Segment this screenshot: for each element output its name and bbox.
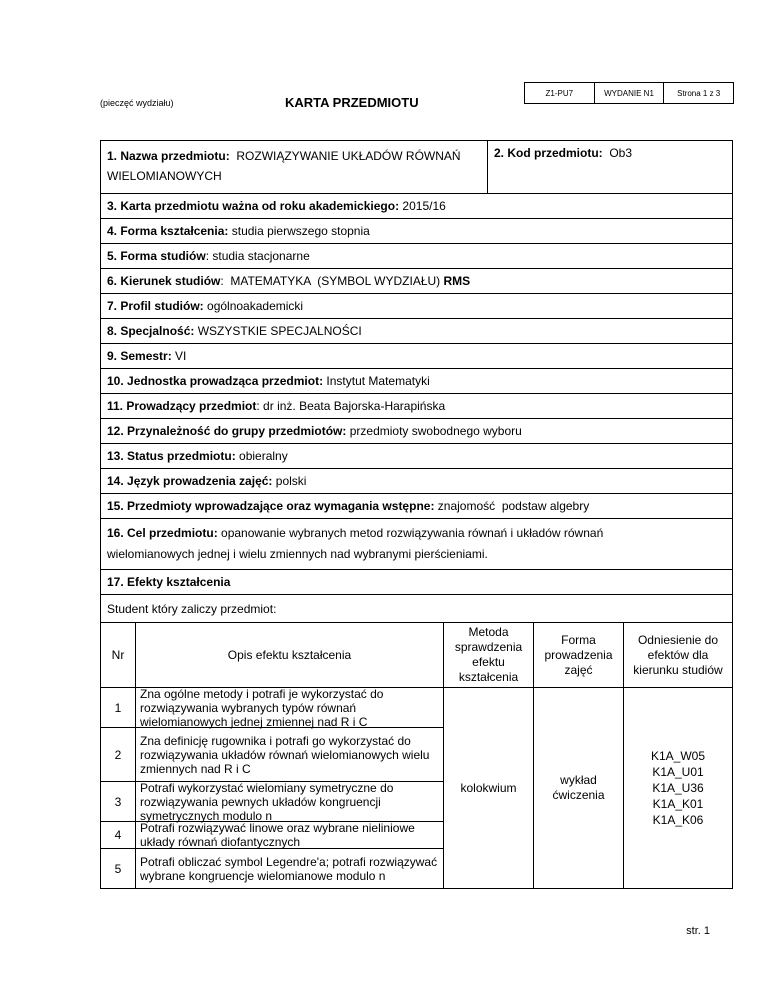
effect-nr: 2 (101, 728, 136, 782)
study-form-label: 5. Forma studiów (107, 249, 206, 263)
row-unit (101, 369, 733, 394)
faculty-stamp-label: (pieczęć wydziału) (100, 98, 174, 108)
outcome-ref: K1A_U36 (652, 781, 704, 795)
prerequisites-value: znajomość podstaw algebry (437, 499, 590, 513)
course-name-label: 1. Nazwa przedmiotu: (107, 149, 230, 163)
outcome-ref: K1A_U01 (652, 765, 704, 779)
col-header-reference: Odniesienie do efektów dla kierunku studiów (624, 623, 733, 688)
effect-nr: 5 (101, 849, 136, 889)
row-valid-year (101, 194, 733, 219)
course-code-cell (488, 141, 732, 193)
outcomes-intro: Student który zaliczy przedmiot: (107, 601, 277, 616)
row-specialty (101, 319, 733, 344)
status-label: 13. Status przedmiotu: (107, 449, 236, 463)
course-goal-line-1 (107, 523, 603, 544)
page-title: KARTA PRZEDMIOTU (285, 95, 419, 110)
outcome-ref: K1A_K06 (652, 813, 704, 827)
outcome-ref: K1A_K01 (652, 797, 704, 811)
row-language (101, 469, 733, 494)
prerequisites-label: 15. Przedmioty wprowadzające oraz wymagania wstępne: (107, 499, 435, 513)
language-value: polski (275, 474, 307, 488)
effect-nr: 4 (101, 822, 136, 849)
row-profile (101, 294, 733, 319)
effect-description: Zna ogólne metody i potrafi je wykorzystać do rozwiązywania wybranych typów równań wielomianowych jednej zmiennej nad R i C (136, 688, 444, 728)
row-study-form (101, 244, 733, 269)
document-control-box (524, 82, 734, 104)
page-number: str. 1 (686, 925, 710, 937)
col-header-method: Metoda sprawdzenia efektu kształcenia (444, 623, 534, 688)
row-education-form (101, 219, 733, 244)
education-form-value: studia pierwszego stopnia (231, 224, 370, 238)
course-goal-value-1: opanowanie wybranych metod rozwiązywania równań i układów równań (221, 526, 604, 540)
col-header-nr: Nr (101, 623, 136, 688)
field-of-study-label: 6. Kierunek studiów (107, 274, 221, 288)
program-outcome-refs (624, 688, 733, 889)
effect-nr: 3 (101, 782, 136, 822)
row-semester (101, 344, 733, 369)
effects-table (101, 623, 733, 889)
row-field-of-study (101, 269, 733, 294)
doc-edition: WYDANIE N1 (595, 83, 665, 103)
learning-outcomes-label: 17. Efekty kształcenia (107, 575, 231, 589)
semester-value: VI (175, 349, 187, 363)
teaching-form-lecture: wykład (560, 773, 597, 787)
specialty-label: 8. Specjalność: (107, 324, 195, 338)
course-name-cell (101, 141, 488, 193)
effect-nr: 1 (101, 688, 136, 728)
effect-description: Zna definicję rugownika i potrafi go wykorzystać do rozwiązywania układów równań wielomianowych wielu zmiennych nad R i C (136, 728, 444, 782)
teaching-form-exercises: ćwiczenia (552, 788, 605, 802)
outcome-ref: K1A_W05 (650, 749, 706, 763)
course-group-label: 12. Przynależność do grupy przedmiotów: (107, 424, 347, 438)
row-status (101, 444, 733, 469)
field-of-study-value: : MATEMATYKA (SYMBOL WYDZIAŁU) (220, 274, 441, 288)
course-goal-value-2: wielomianowych jednej i wielu zmiennych nad wybranymi pierścieniami. (107, 547, 488, 561)
unit-value: Instytut Matematyki (326, 374, 430, 388)
effect-description: Potrafi rozwiązywać linowe oraz wybrane nieliniowe układy równań diofantycznych (136, 822, 444, 849)
status-value: obieralny (239, 449, 288, 463)
col-header-form: Forma prowadzenia zajęć (534, 623, 624, 688)
row-learning-outcomes (101, 570, 733, 595)
specialty-value: WSZYSTKIE SPECJALNOŚCI (197, 324, 362, 338)
education-form-label: 4. Forma kształcenia: (107, 224, 229, 238)
course-code-label: 2. Kod przedmiotu: (494, 146, 603, 160)
language-label: 14. Język prowadzenia zajęć: (107, 474, 273, 488)
profile-value: ogólnoakademicki (207, 299, 304, 313)
effect-description: Potrafi obliczać symbol Legendre'a; potrafi rozwiązywać wybrane kongruencje wielomianowe modulo n (136, 849, 444, 889)
row-course-name (101, 141, 733, 194)
course-group-value: przedmioty swobodnego wyboru (349, 424, 522, 438)
teaching-form (534, 688, 624, 889)
semester-label: 9. Semestr: (107, 349, 172, 363)
faculty-symbol: RMS (443, 274, 471, 288)
doc-code: Z1-PU7 (525, 83, 595, 103)
unit-label: 10. Jednostka prowadząca przedmiot: (107, 374, 324, 388)
effect-description: Potrafi wykorzystać wielomiany symetryczne do rozwiązywania pewnych układów kongruencji symetrycznych modulo n (136, 782, 444, 822)
study-form-value: : studia stacjonarne (205, 249, 310, 263)
valid-year-value: 2015/16 (402, 199, 446, 213)
profile-label: 7. Profil studiów: (107, 299, 204, 313)
col-header-description: Opis efektu kształcenia (136, 623, 444, 688)
course-name-value-1: ROZWIĄZYWANIE UKŁADÓW RÓWNAŃ (236, 149, 461, 163)
course-goal-label: 16. Cel przedmiotu: (107, 526, 218, 540)
row-course-group (101, 419, 733, 444)
row-outcomes-intro (101, 595, 733, 623)
row-prerequisites (101, 494, 733, 519)
doc-page-info: Strona 1 z 3 (677, 88, 721, 98)
lecturer-value: : dr inż. Beata Bajorska-Harapińska (256, 399, 446, 413)
valid-year-label: 3. Karta przedmiotu ważna od roku akademickiego: (107, 199, 400, 213)
row-course-goal (101, 519, 733, 570)
lecturer-label: 11. Prowadzący przedmiot (107, 399, 257, 413)
course-code-value: Ob3 (609, 146, 633, 160)
verification-method: kolokwium (444, 688, 534, 889)
row-lecturer (101, 394, 733, 419)
course-name-value-2: WIELOMIANOWYCH (107, 169, 222, 183)
course-card-form (100, 140, 733, 889)
